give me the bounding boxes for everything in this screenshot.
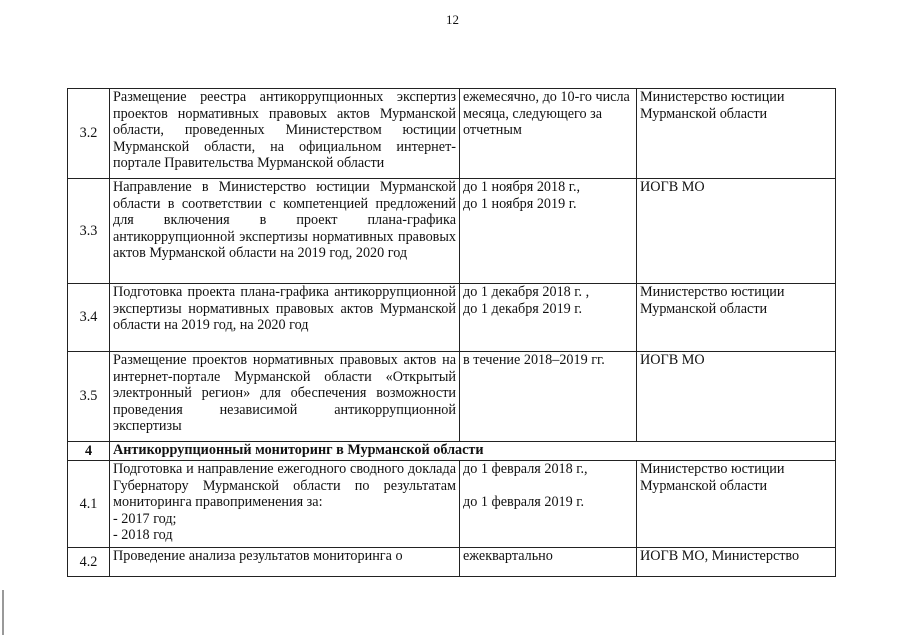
measure-responsible: Министерство юстиции Мурманской области <box>637 461 836 548</box>
measure-responsible: ИОГВ МО, Министерство <box>637 548 836 577</box>
measures-table <box>67 88 836 577</box>
measure-description: Размещение реестра антикоррупционных экспертиз проектов нормативных правовых актов Мурманской области, проведенных Министерством юстиции Мурманской области, на официальном интернет-портале Правительства Мурманской области <box>110 89 460 179</box>
table-row <box>68 89 836 179</box>
measure-description: Размещение проектов нормативных правовых актов на интернет-портале Мурманской области «Открытый электронный регион» для обеспечения возможности проведения независимой антикоррупционной экспертизы <box>110 352 460 442</box>
section-title: Антикоррупционный мониторинг в Мурманской области <box>110 442 836 461</box>
measure-deadline: в течение 2018–2019 гг. <box>460 352 637 442</box>
row-number: 4.2 <box>68 548 110 577</box>
measure-responsible: Министерство юстиции Мурманской области <box>637 284 836 352</box>
measure-description: Подготовка проекта плана-графика антикоррупционной экспертизы нормативных правовых актов Мурманской области на 2019 год, на 2020 год <box>110 284 460 352</box>
measure-description: Подготовка и направление ежегодного сводного доклада Губернатору Мурманской области по результатам мониторинга правоприменения за: - 2017 год; - 2018 год <box>110 461 460 548</box>
measure-responsible: ИОГВ МО <box>637 179 836 284</box>
row-number: 3.4 <box>68 284 110 352</box>
measure-responsible: ИОГВ МО <box>637 352 836 442</box>
table-row <box>68 548 836 577</box>
measure-description: Проведение анализа результатов мониторинга о <box>110 548 460 577</box>
measure-deadline: ежеквартально <box>460 548 637 577</box>
section-header-row <box>68 442 836 461</box>
table-row <box>68 179 836 284</box>
table-row <box>68 284 836 352</box>
row-number: 3.5 <box>68 352 110 442</box>
row-number: 3.3 <box>68 179 110 284</box>
measure-deadline: до 1 декабря 2018 г. , до 1 декабря 2019 г. <box>460 284 637 352</box>
measure-deadline: до 1 февраля 2018 г., до 1 февраля 2019 г. <box>460 461 637 548</box>
measure-description: Направление в Министерство юстиции Мурманской области в соответствии с компетенцией предложений для включения в проект плана-графика антикоррупционной экспертизы нормативных правовых актов Мурманской области на 2019 год, 2020 год <box>110 179 460 284</box>
measure-deadline: ежемесячно, до 10-го числа месяца, следующего за отчетным <box>460 89 637 179</box>
table-row <box>68 352 836 442</box>
measure-responsible: Министерство юстиции Мурманской области <box>637 89 836 179</box>
measure-deadline: до 1 ноября 2018 г., до 1 ноября 2019 г. <box>460 179 637 284</box>
row-number: 3.2 <box>68 89 110 179</box>
table-row <box>68 461 836 548</box>
scan-edge-mark <box>2 590 4 635</box>
row-number: 4.1 <box>68 461 110 548</box>
section-number: 4 <box>68 442 110 461</box>
page-number: 12 <box>446 12 459 27</box>
